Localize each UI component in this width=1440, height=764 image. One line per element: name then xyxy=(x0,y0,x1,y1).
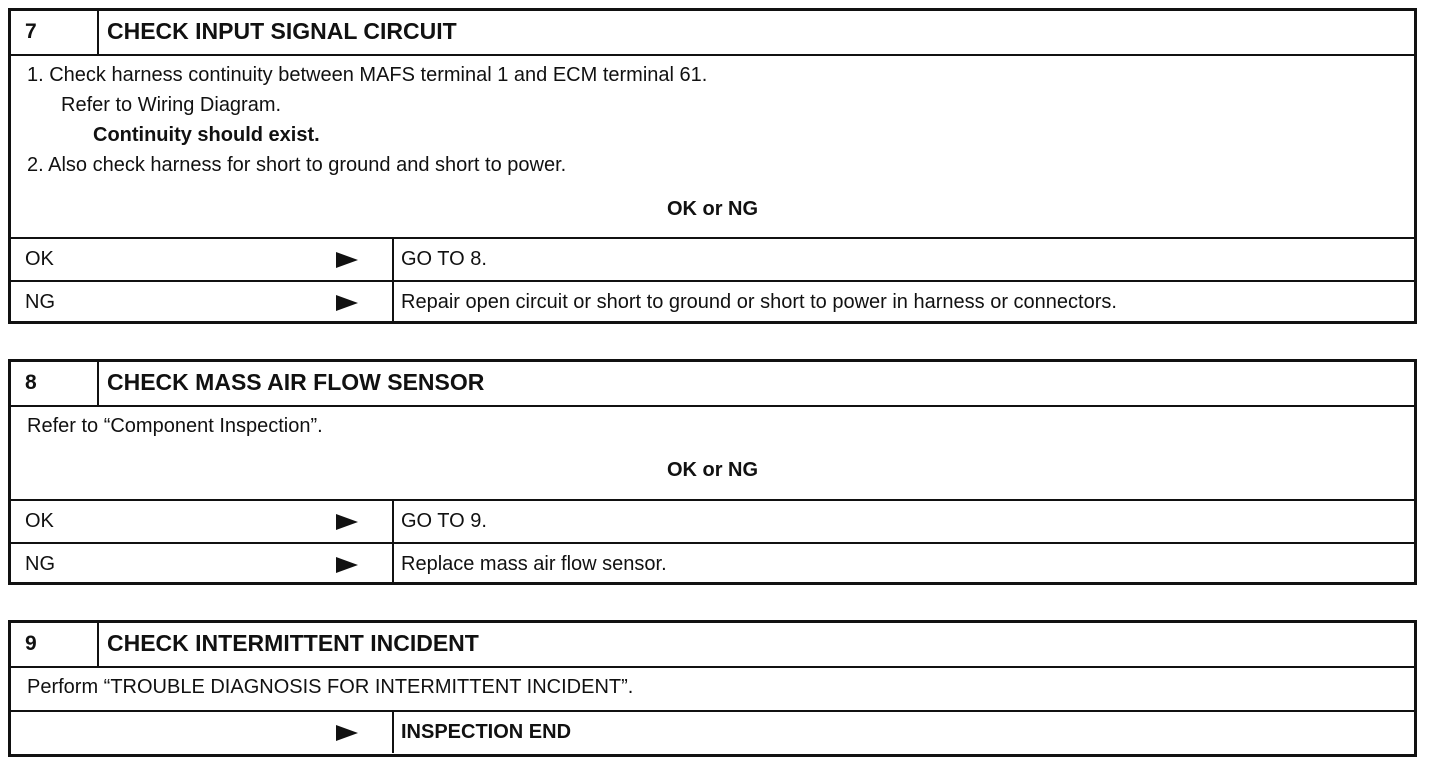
instruction-line: 1. Check harness continuity between MAFS terminal 1 and ECM terminal 61. xyxy=(27,64,708,86)
step-number: 7 xyxy=(11,11,99,54)
step-header xyxy=(11,623,1414,666)
result-action: GO TO 9. xyxy=(401,510,487,532)
step-title: CHECK MASS AIR FLOW SENSOR xyxy=(107,369,485,395)
result-row-ng xyxy=(11,542,1414,585)
result-label: NG xyxy=(25,291,55,313)
step-number: 9 xyxy=(11,623,99,666)
step-8-block xyxy=(8,359,1417,585)
result-row-ok xyxy=(11,237,1414,280)
step-title: CHECK INPUT SIGNAL CIRCUIT xyxy=(107,18,457,44)
result-action: INSPECTION END xyxy=(401,721,572,743)
step-body xyxy=(11,666,1414,710)
step-number: 8 xyxy=(11,362,99,405)
instruction-line: Refer to Wiring Diagram. xyxy=(61,94,282,116)
instruction-line: Refer to “Component Inspection”. xyxy=(27,415,323,437)
result-row-end xyxy=(11,710,1414,753)
step-9-block xyxy=(8,620,1417,757)
result-label: NG xyxy=(25,553,55,575)
right-triangle-arrow-icon xyxy=(336,725,358,741)
step-body xyxy=(11,54,1414,237)
right-triangle-arrow-icon xyxy=(336,295,358,311)
ok-or-ng-label: OK or NG xyxy=(666,198,759,220)
right-triangle-arrow-icon xyxy=(336,252,358,268)
step-body xyxy=(11,405,1414,499)
step-header xyxy=(11,362,1414,405)
result-action: Replace mass air flow sensor. xyxy=(401,553,667,575)
result-action: GO TO 8. xyxy=(401,248,487,270)
step-title: CHECK INTERMITTENT INCIDENT xyxy=(107,630,479,656)
result-label: OK xyxy=(25,248,54,270)
result-action: Repair open circuit or short to ground or short to power in harness or connectors. xyxy=(401,291,1117,313)
result-row-ng xyxy=(11,280,1414,323)
right-triangle-arrow-icon xyxy=(336,514,358,530)
result-row-ok xyxy=(11,499,1414,542)
step-header xyxy=(11,11,1414,54)
instruction-line: Perform “TROUBLE DIAGNOSIS FOR INTERMITTENT INCIDENT”. xyxy=(27,676,634,698)
ok-or-ng-label: OK or NG xyxy=(666,459,759,481)
right-triangle-arrow-icon xyxy=(336,557,358,573)
instruction-line: 2. Also check harness for short to ground and short to power. xyxy=(27,154,567,176)
step-7-block xyxy=(8,8,1417,324)
expected-result-note: Continuity should exist. xyxy=(93,124,320,146)
result-label: OK xyxy=(25,510,54,532)
